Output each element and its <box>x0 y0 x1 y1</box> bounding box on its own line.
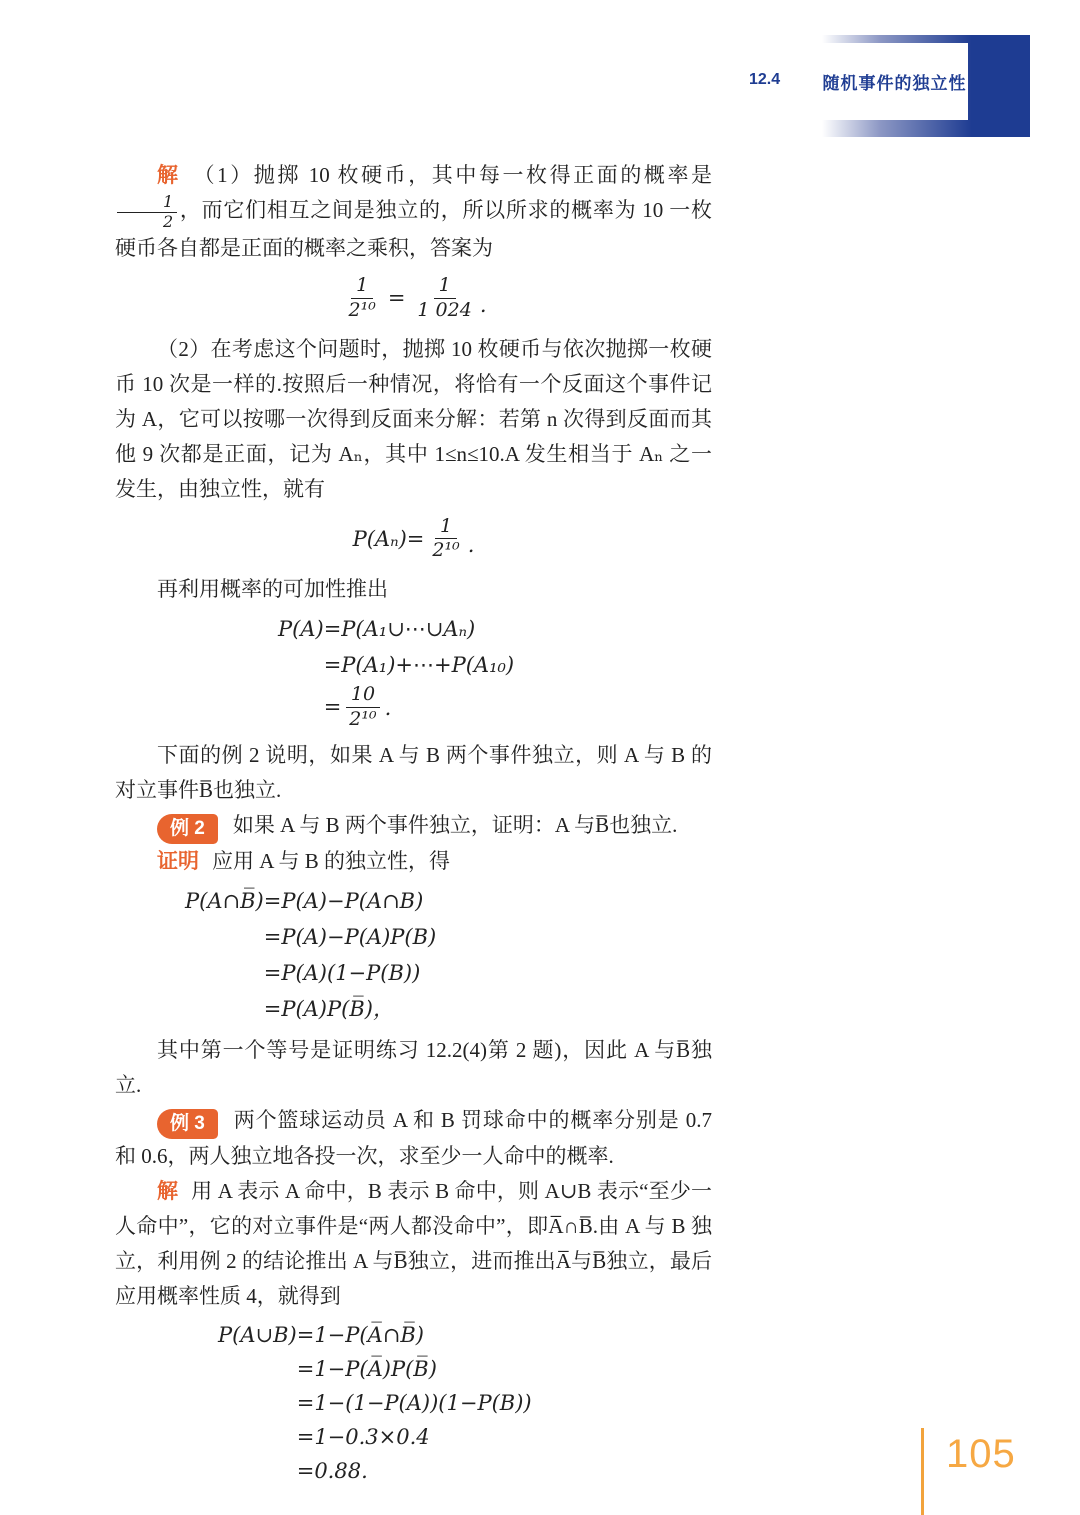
section-number: 12.4 <box>749 71 781 88</box>
fraction-10-2e10: $\frac{10}{\text{2¹⁰}}$ <box>344 683 381 732</box>
solution1-text-before: （1）抛掷 10 枚硬币，其中每一枚得正面的概率是 <box>193 163 713 187</box>
formula-coin-probability <box>115 274 712 323</box>
solution-label: 解 <box>157 1178 179 1203</box>
example3-statement: 两个篮球运动员 A 和 B 罚球命中的概率分别是 0.7 和 0.6，两人独立地各投一次，求至少一人命中的概率. <box>115 1107 712 1168</box>
formula-period: . <box>479 292 487 317</box>
formula-period: . <box>384 695 392 720</box>
example3-badge: 例 3 <box>157 1109 218 1139</box>
formula-block-final: P(A∪B) =1−P(A̅∩B̅) =1−P(A̅)P(B̅) =1−(1−P(A))(1−P(B)) =1−0.3×0.4 =0.88. <box>218 1322 532 1483</box>
fraction-1-2e10-b: $\frac{1}{\text{2¹⁰}}$ <box>432 514 460 562</box>
formula-period: . <box>467 533 475 558</box>
formula-pan-lhs: P(Aₙ)= <box>352 526 425 551</box>
example3-paragraph <box>115 1103 712 1174</box>
page-number: 105 <box>946 1432 1016 1476</box>
section-title: 随机事件的独立性 <box>822 74 967 93</box>
formula-pan <box>115 515 712 564</box>
footer-divider <box>921 1428 924 1515</box>
fraction-1-1024: $\frac{1}{1 024}$ <box>417 274 472 321</box>
page-content <box>115 158 712 1494</box>
proof-label: 证明 <box>157 848 199 873</box>
solution1-paragraph <box>115 158 712 266</box>
fraction-1-2e10: $\frac{1}{\text{2¹⁰}}$ <box>348 274 376 321</box>
proof-intro-text: 应用 A 与 B 的独立性，得 <box>212 848 451 873</box>
proof-paragraph <box>115 844 712 879</box>
example2-intro: 下面的例 2 说明，如果 A 与 B 两个事件独立，则 A 与 B 的对立事件B̅也独立. <box>115 742 712 802</box>
additivity-intro: 再利用概率的可加性推出 <box>157 577 388 602</box>
inline-fraction-half: $\frac{1}{2}$ <box>117 193 177 231</box>
example2-badge: 例 2 <box>157 814 218 844</box>
example2-statement: 如果 A 与 B 两个事件独立，证明：A 与B̅也独立. <box>232 812 678 837</box>
example2-paragraph <box>115 808 712 844</box>
formula-block-additivity: P(A) =P(A₁∪⋯∪Aₙ) =P(A₁)+⋯+P(A₁₀) = $\frac{10}{\text{2¹⁰}}$ . <box>278 617 515 730</box>
formula-block-proof: P(A∩B̅) =P(A)−P(A∩B) =P(A)−P(A)P(B) =P(A)(1−P(B)) =P(A)P(B̅)， <box>185 888 437 1021</box>
proof-note: 其中第一个等号是证明练习 12.2(4)第 2 题)，因此 A 与B̅独立. <box>115 1037 712 1097</box>
solution3-text: 用 A 表示 A 命中，B 表示 B 命中，则 A∪B 表示“至少一人命中”，它的对立事件是“两人都没命中”，即A̅∩B̅.由 A 与 B 独立，利用例 2 的结论推出 A 与B̅独立，进而推出A̅与B̅独立，最后应用概率性质 4，就得到 <box>115 1178 712 1308</box>
solution-label: 解 <box>157 163 181 187</box>
solution1-part2-paragraph: （2）在考虑这个问题时，抛掷 10 枚硬币与依次抛掷一枚硬币 10 次是一样的.按照后一种情况，将恰有一个反面这个事件记为 A，它可以按哪一次得到反面来分解：若第 n 次得到反面而其他 9 次都是正面，记为 Aₙ，其中 1≤n≤10.A 发生相当于 Aₙ 之一发生，由独立性，就有 <box>115 336 712 501</box>
solution3-paragraph <box>115 1174 712 1314</box>
equals-sign: = <box>387 286 406 311</box>
section-title-box <box>821 43 968 120</box>
solution1-text-after: ，而它们相互之间是独立的，所以所求的概率为 10 一枚硬币各自都是正面的概率之乘积，答案为 <box>115 198 712 261</box>
